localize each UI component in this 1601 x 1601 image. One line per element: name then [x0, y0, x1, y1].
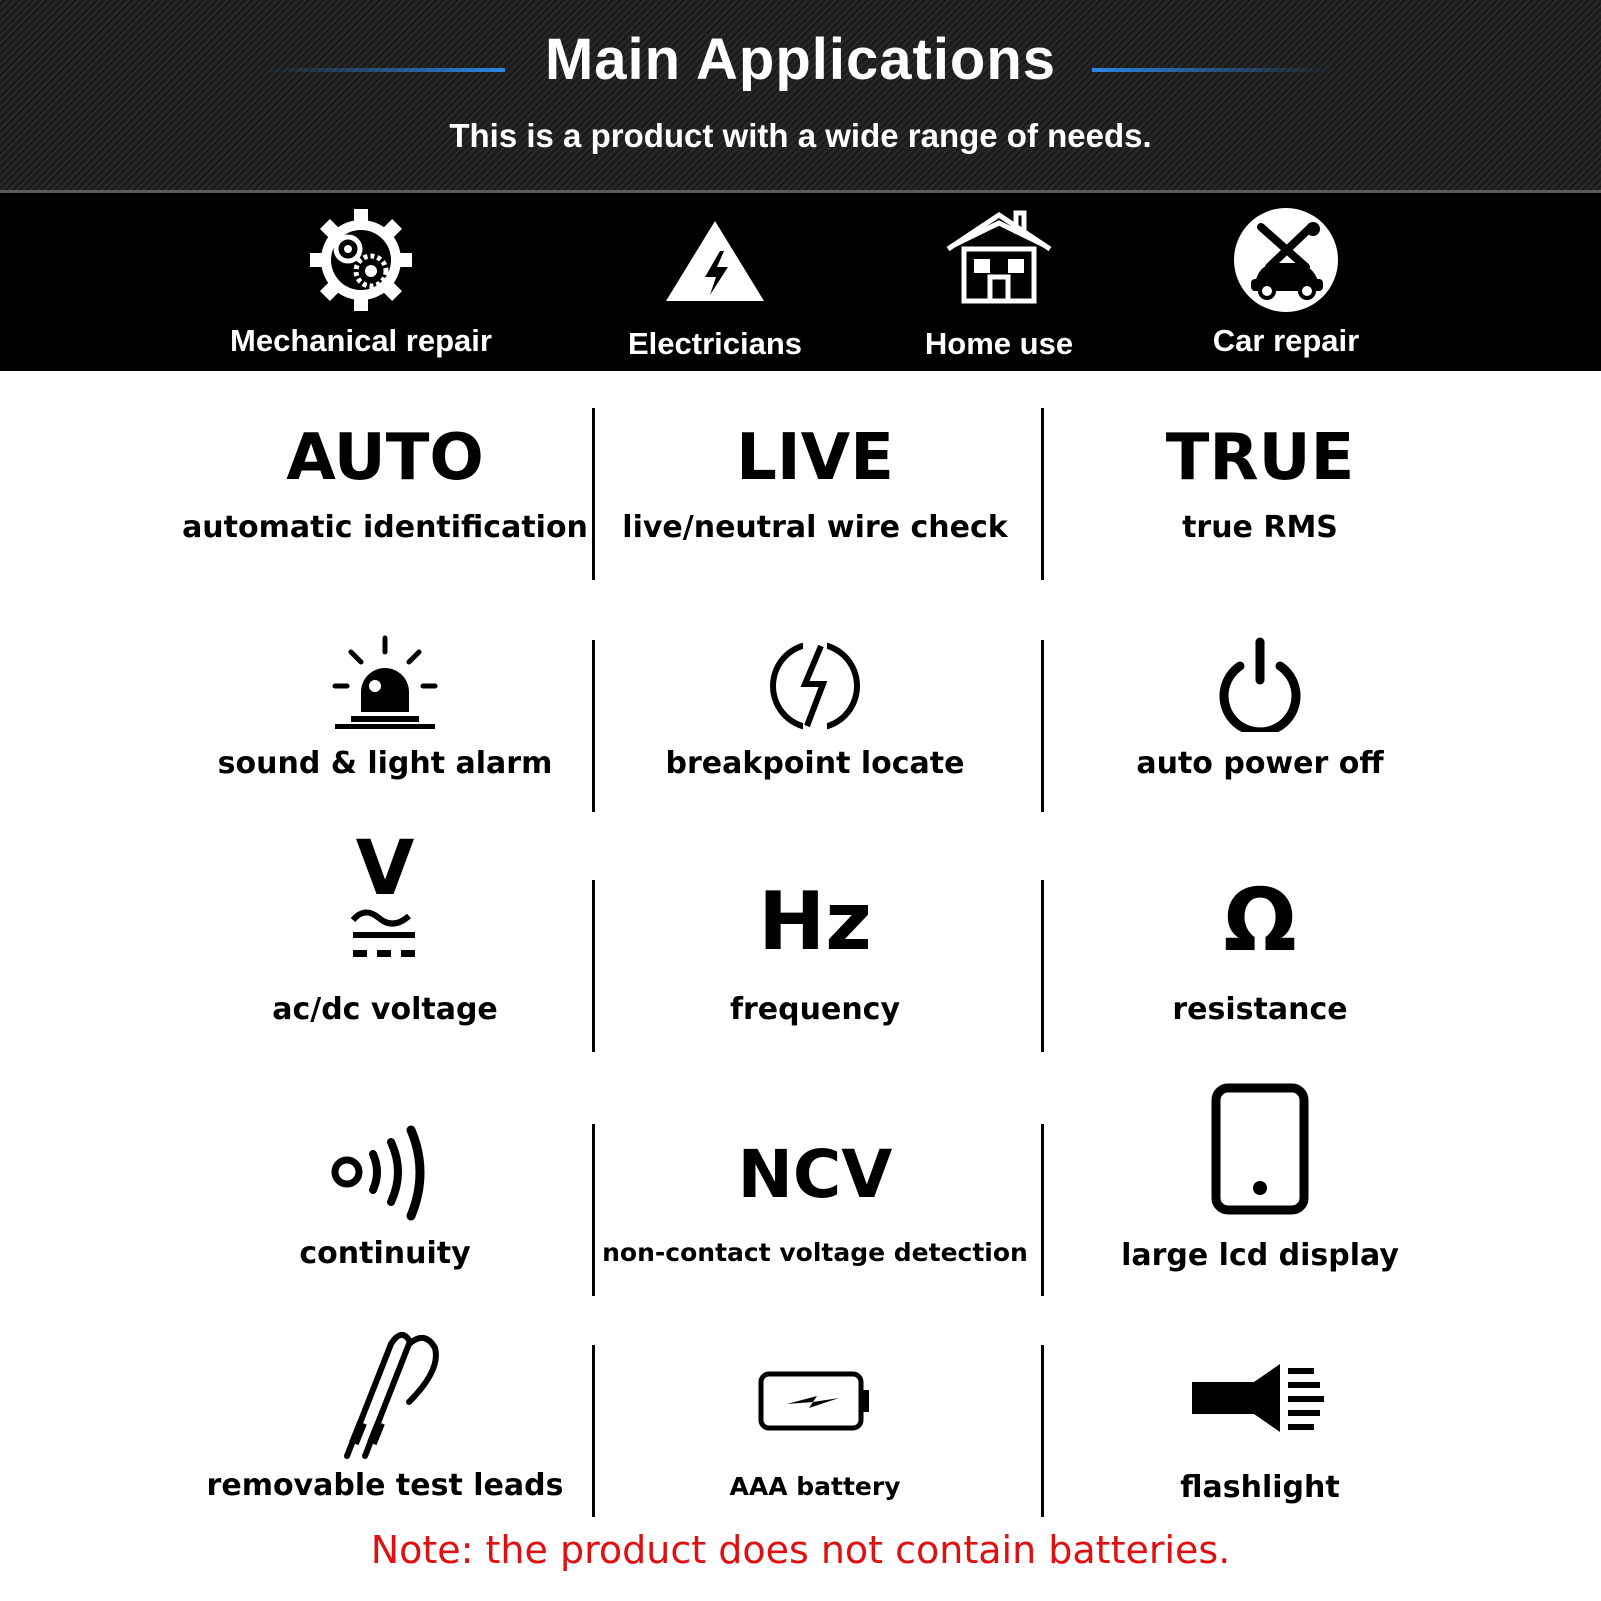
feature-label: frequency: [729, 992, 901, 1027]
application-label: Mechanical repair: [230, 323, 492, 358]
feature-heading: Ω: [1223, 871, 1297, 971]
battery-note: Note: the product does not contain batteries.: [370, 1528, 1231, 1572]
page-subtitle: This is a product with a wide range of needs.: [449, 117, 1152, 154]
feature-heading: LIVE: [736, 421, 894, 495]
test-leads-icon: [165, 1330, 605, 1460]
feature-label: non-contact voltage detection: [602, 1238, 1028, 1267]
feature-heading: AUTO: [286, 421, 484, 495]
feature-label: auto power off: [1136, 746, 1384, 781]
feature-label: sound & light alarm: [217, 746, 553, 781]
feature-heading: Hz: [758, 875, 872, 968]
car-wrench-icon: [1136, 205, 1436, 315]
application-mechanical-repair: [211, 193, 511, 371]
application-label: Car repair: [1212, 323, 1360, 358]
header-banner: [0, 0, 1601, 193]
application-label: Home use: [924, 326, 1074, 361]
continuity-icon: [165, 1124, 605, 1224]
page-title: Main Applications: [544, 27, 1057, 92]
high-voltage-warning-icon: [565, 205, 865, 315]
feature-label: large lcd display: [1121, 1238, 1399, 1273]
battery-icon: [595, 1368, 1035, 1434]
ac-dc-voltage-icon: [165, 906, 605, 966]
feature-label: automatic identification: [182, 510, 588, 545]
phone-display-icon: [1040, 1082, 1480, 1216]
application-car-repair: [1136, 193, 1436, 371]
feature-label: removable test leads: [206, 1468, 564, 1503]
breakpoint-icon: [595, 638, 1035, 734]
feature-label: flashlight: [1180, 1470, 1340, 1505]
feature-label: live/neutral wire check: [622, 510, 1008, 545]
feature-label: continuity: [299, 1236, 471, 1271]
application-electricians: [565, 193, 865, 371]
feature-label: ac/dc voltage: [272, 992, 498, 1027]
gears-icon: [211, 205, 511, 315]
application-label: Electricians: [627, 326, 803, 361]
feature-label: breakpoint locate: [665, 746, 965, 781]
feature-heading: NCV: [737, 1136, 893, 1213]
house-icon: [849, 205, 1149, 315]
power-icon: [1040, 636, 1480, 732]
applications-strip: [0, 193, 1601, 371]
feature-label: resistance: [1172, 992, 1348, 1027]
alarm-light-icon: [165, 632, 605, 732]
feature-label: true RMS: [1182, 510, 1338, 545]
flashlight-icon: [1040, 1360, 1480, 1436]
feature-label: AAA battery: [729, 1472, 901, 1501]
application-home-use: [849, 193, 1149, 371]
feature-heading: TRUE: [1165, 421, 1355, 495]
feature-heading: V: [355, 823, 415, 912]
